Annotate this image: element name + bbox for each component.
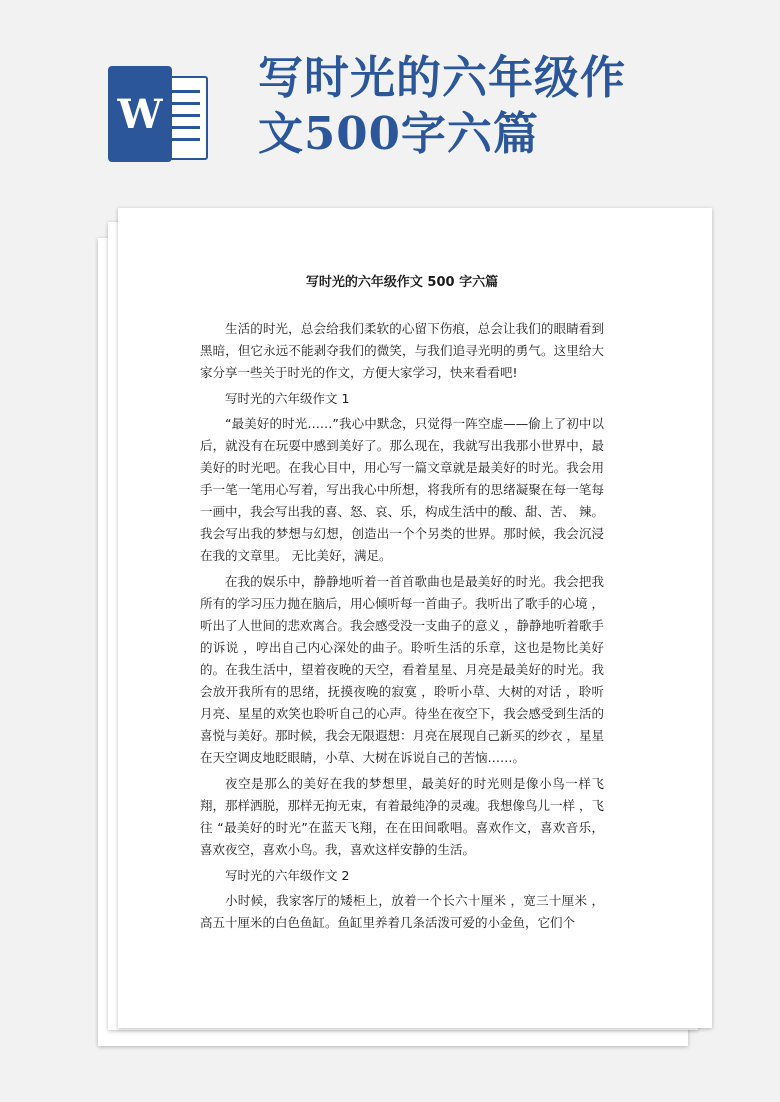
- header: [0, 0, 780, 200]
- paragraph: 小时候，我家客厅的矮柜上，放着一个长六十厘米 ，宽三十厘米 ，高五十厘米的白色鱼缸。鱼缸里养着几条活泼可爱的小金鱼，它们个: [200, 893, 604, 930]
- page-title: [258, 50, 758, 162]
- paragraph: 在我的娱乐中，静静地听着一首首歌曲也是最美好的时光。我会把我所有的学习压力抛在脑后，用心倾听每一首曲子。我听出了歌手的心境 ，听出了人世间的悲欢离合。我会感受没一支曲子的意义 ，静静地听着歌手的诉说 ，哼出自己内心深处的曲子。聆听生活的乐章，这也是物比美好的。在我生活中，望着夜晚的天空，看着星星、月亮是最美好的时光。我会放开我所有的思绪，抚摸夜晚的寂寞 ，聆听小草、大树的对话 ，聆听月亮、星星的欢笑也聆听自己的心声。待坐在夜空下，我会感受到生活的喜悦与美好。那时候，我会无限遐想：月亮在展现自己新买的纱衣 ，星星在天空调皮地眨眼睛，小草、大树在诉说自己的苦恼……。: [200, 574, 604, 765]
- page-title-line1: 写时光的六年级作: [258, 51, 627, 104]
- paragraph: 夜空是那么的美好在我的梦想里，最美好的时光则是像小鸟一样飞翔，那样洒脱，那样无拘无束，有着最纯净的灵魂。我想像鸟儿一样 ，飞往 “最美好的时光”在蓝天飞翔，在在田间歌唱。喜欢作文，喜欢音乐，喜欢夜空，喜欢小鸟。我，喜欢这样安静的生活。: [200, 776, 604, 857]
- word-icon-letter: W: [108, 66, 172, 162]
- paragraph-intro: 生活的时光，总会给我们柔软的心留下伤痕，总会让我们的眼睛看到黑暗，但它永远不能剥夺我们的微笑，与我们追寻光明的勇气。这里给大家分享一些关于时光的作文，方便大家学习，快来看看吧!: [200, 321, 604, 380]
- section-heading: 写时光的六年级作文 1: [225, 391, 350, 406]
- document-body: [200, 270, 604, 938]
- document-title: 写时光的六年级作文 500 字六篇: [305, 275, 499, 290]
- paragraph: “最美好的时光……”我心中默念，只觉得一阵空虚——偷上了初中以后，就没有在玩耍中感到美好了。那么现在，我就写出我那小世界中，最美好的时光吧。在我心目中，用心写一篇文章就是最美好的时光。我会用手一笔一笔用心写着，写出我心中所想，将我所有的思绪凝聚在每一笔每一画中，我会写出我的喜、怒、哀、乐，构成生活中的酸、甜、苦、 辣。我会写出我的梦想与幻想，创造出一个个另类的世界。那时候，我会沉浸在我的文章里。 无比美好，满足。: [200, 416, 604, 563]
- page-title-line2: 文500字六篇: [258, 107, 539, 160]
- section-heading: 写时光的六年级作文 2: [225, 868, 350, 883]
- word-document-icon: [108, 66, 210, 162]
